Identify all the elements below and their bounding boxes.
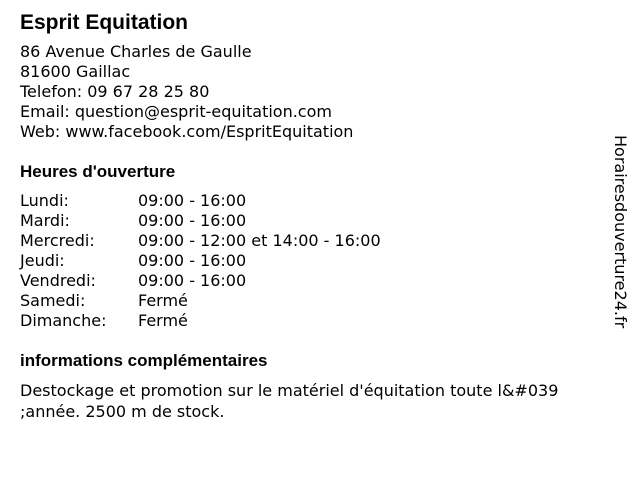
hours-time: Fermé [138,311,188,330]
hours-day: Mercredi: [20,231,95,250]
hours-day: Vendredi: [20,271,96,290]
hours-row-sunday [20,311,610,331]
site-watermark: Horairesdouverture24.fr [611,135,630,329]
hours-time: 09:00 - 16:00 [138,211,247,230]
hours-time: 09:00 - 16:00 [138,271,247,290]
hours-day: Samedi: [20,291,86,310]
phone-text: Telefon: 09 67 28 25 80 [20,82,210,101]
info-title: informations complémentaires [20,351,268,370]
hours-day: Jeudi: [20,251,65,270]
hours-title: Heures d'ouverture [20,162,176,181]
hours-time: 09:00 - 12:00 et 14:00 - 16:00 [138,231,381,250]
hours-row-monday [20,191,610,211]
address-line-2: 81600 Gaillac [20,62,131,81]
hours-day: Lundi: [20,191,69,210]
email-text: Email: question@esprit-equitation.com [20,102,332,121]
business-name: Esprit Equitation [20,11,188,34]
address-line-1: 86 Avenue Charles de Gaulle [20,42,252,61]
hours-row-wednesday [20,231,610,251]
web-text: Web: www.facebook.com/EspritEquitation [20,122,354,141]
hours-row-tuesday [20,211,610,231]
hours-day: Dimanche: [20,311,107,330]
hours-time: 09:00 - 16:00 [138,251,247,270]
business-card [20,10,610,422]
hours-time: 09:00 - 16:00 [138,191,247,210]
hours-row-saturday [20,291,610,311]
hours-row-friday [20,271,610,291]
hours-day: Mardi: [20,211,70,230]
hours-row-thursday [20,251,610,271]
hours-time: Fermé [138,291,188,310]
info-text: Destockage et promotion sur le matériel d'équitation toute l&#039 ;année. 2500 m de stock. [20,381,559,421]
hours-table [20,191,610,331]
